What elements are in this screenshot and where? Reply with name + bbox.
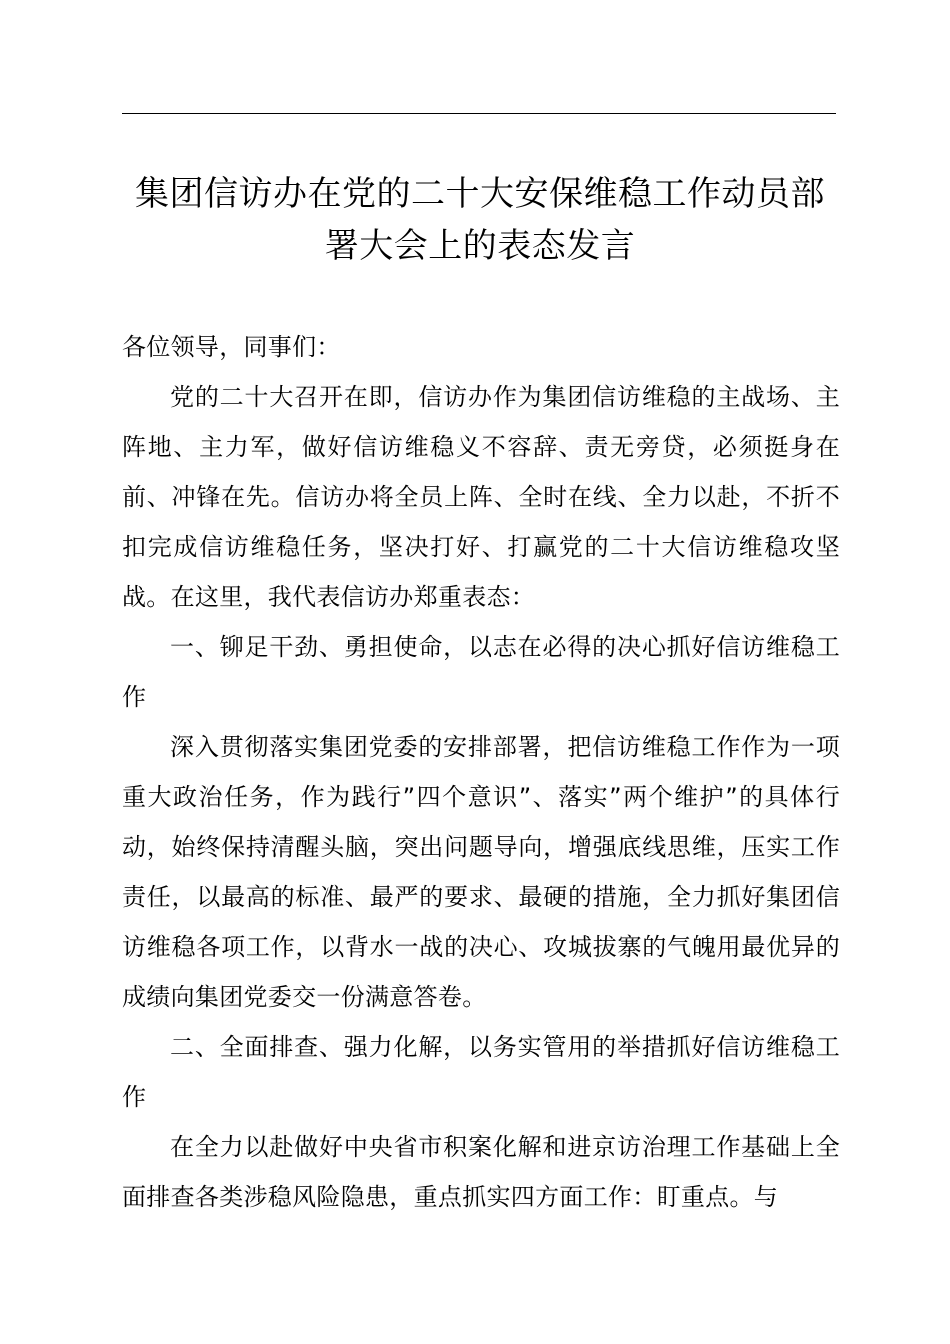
header-rule	[122, 113, 836, 114]
paragraph-section-1: 深入贯彻落实集团党委的安排部署，把信访维稳工作作为一项重大政治任务，作为践行”四个意识”、落实”两个维护”的具体行动，始终保持清醒头脑，突出问题导向，增强底线思维，压实工作责任，以最高的标准、最严的要求、最硬的措施，全力抓好集团信访维稳各项工作，以背水一战的决心、攻城拔寨的气魄用最优异的成绩向集团党委交一份满意答卷。	[122, 733, 840, 1011]
document-title	[110, 168, 850, 272]
paragraph-section-2: 在全力以赴做好中央省市积案化解和进京访治理工作基础上全面排查各类涉稳风险隐患，重点抓实四方面工作：盯重点。与	[122, 1133, 840, 1211]
document-title-line-1: 集团信访办在党的二十大安保维稳工作动员部	[135, 174, 825, 214]
document-title-line-2: 署大会上的表态发言	[324, 226, 636, 266]
document-body	[122, 322, 840, 1222]
salutation: 各位领导，同事们：	[122, 333, 341, 361]
section-heading-2: 二、全面排查、强力化解，以务实管用的举措抓好信访维稳工作	[122, 1033, 840, 1111]
paragraph-intro: 党的二十大召开在即，信访办作为集团信访维稳的主战场、主阵地、主力军，做好信访维稳义不容辞、责无旁贷，必须挺身在前、冲锋在先。信访办将全员上阵、全时在线、全力以赴，不折不扣完成信访维稳任务，坚决打好、打赢党的二十大信访维稳攻坚战。在这里，我代表信访办郑重表态：	[122, 383, 840, 611]
section-heading-1: 一、铆足干劲、勇担使命，以志在必得的决心抓好信访维稳工作	[122, 633, 840, 711]
